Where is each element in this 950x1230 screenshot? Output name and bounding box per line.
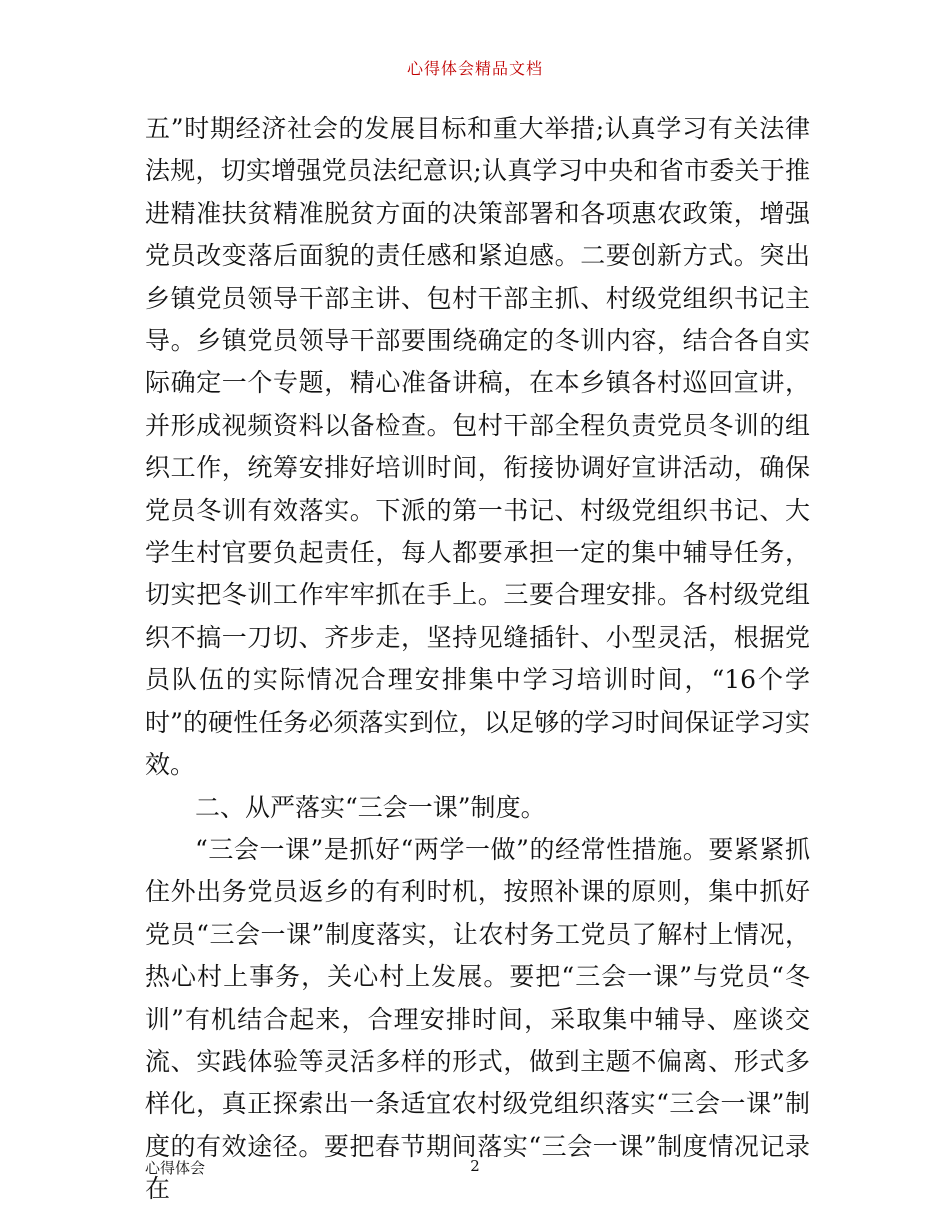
document-body	[145, 108, 810, 1211]
footer-label: 心得体会	[145, 1159, 206, 1177]
body-paragraph: 五”时期经济社会的发展目标和重大举措;认真学习有关法律法规，切实增强党员法纪意识;认真学习中央和省市委关于推进精准扶贫精准脱贫方面的决策部署和各项惠农政策，增强党员改变落后面貌的责任感和紧迫感。二要创新方式。突出乡镇党员领导干部主讲、包村干部主抓、村级党组织书记主导。乡镇党员领导干部要围绕确定的冬训内容，结合各自实际确定一个专题，精心准备讲稿，在本乡镇各村巡回宣讲，并形成视频资料以备检查。包村干部全程负责党员冬训的组织工作，统筹安排好培训时间，衔接协调好宣讲活动，确保党员冬训有效落实。下派的第一书记、村级党组织书记、大学生村官要负起责任，每人都要承担一定的集中辅导任务，切实把冬训工作牢牢抓在手上。三要合理安排。各村级党组织不搞一刀切、齐步走，坚持见缝插针、小型灵活，根据党员队伍的实际情况合理安排集中学习培训时间，“16个学时”的硬性任务必须落实到位，以足够的学习时间保证学习实效。	[145, 114, 810, 780]
section-heading: 二、从严落实“三会一课”制度。	[195, 792, 546, 822]
page-header-title: 心得体会精品文档	[406, 59, 543, 78]
body-paragraph: “三会一课”是抓好“两学一做”的经常性措施。要紧紧抓住外出务党员返乡的有利时机，按照补课的原则，集中抓好党员“三会一课”制度落实，让农村务工党员了解村上情况，热心村上事务，关心村上发展。要把“三会一课”与党员“冬训”有机结合起来，合理安排时间，采取集中辅导、座谈交流、实践体验等灵活多样的形式，做到主题不偏离、形式多样化，真正探索出一条适宜农村级党组织落实“三会一课”制度的有效途径。要把春节期间落实“三会一课”制度情况记录在	[145, 834, 810, 1204]
page-number: 2	[470, 1157, 480, 1175]
